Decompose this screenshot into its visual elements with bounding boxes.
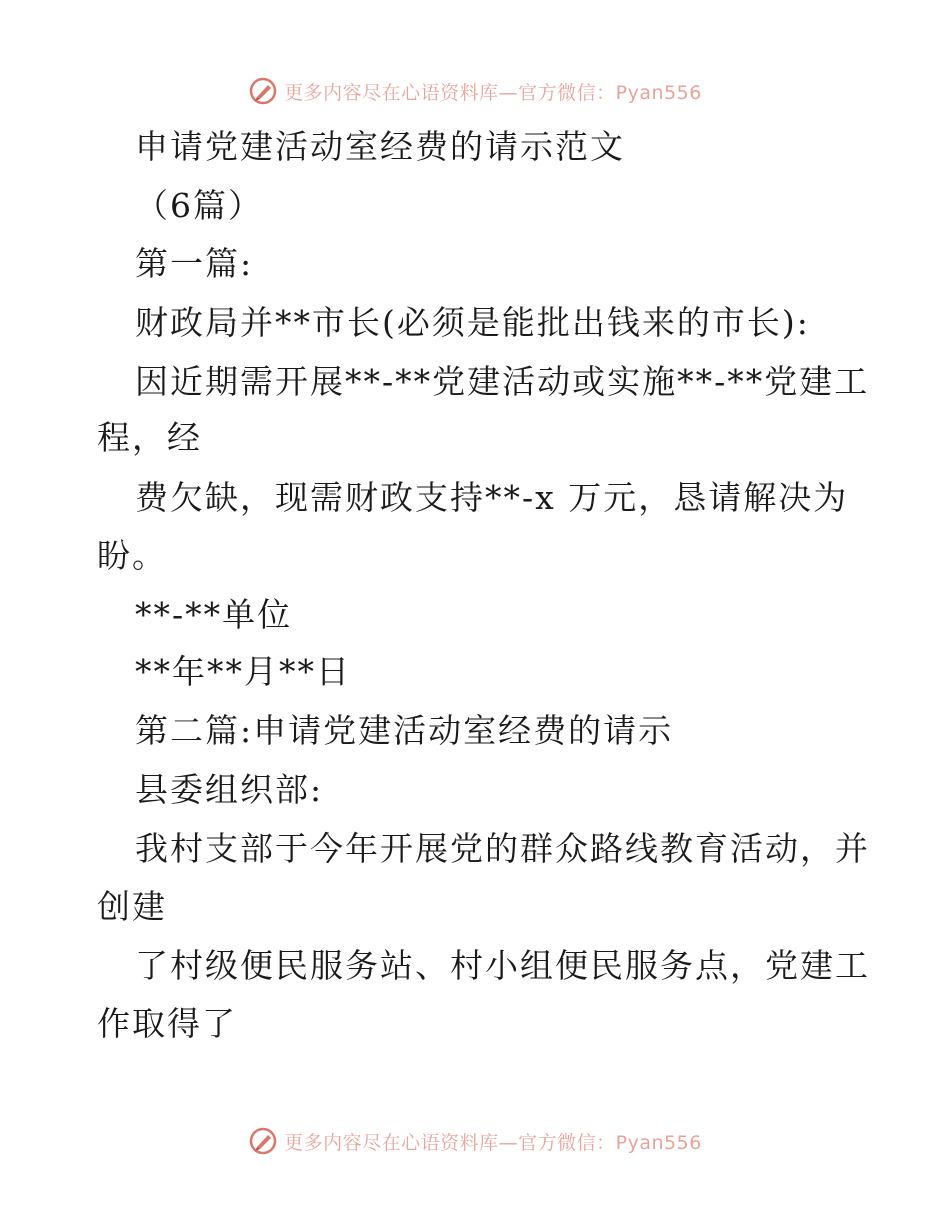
signature-unit: **-**单位 xyxy=(135,595,293,634)
article-count: （6篇） xyxy=(135,186,263,225)
pen-logo-icon xyxy=(248,76,278,106)
footer-watermark xyxy=(0,1121,950,1161)
document-title: 申请党建活动室经费的请示范文 xyxy=(135,127,625,166)
section-heading-1: 第一篇: xyxy=(135,244,254,283)
body-line: 我村支部于今年开展党的群众路线教育活动，并 xyxy=(135,829,870,868)
body-line: 程，经 xyxy=(97,418,202,457)
body-line: 了村级便民服务站、村小组便民服务点，党建工 xyxy=(135,946,870,985)
section-heading-2: 第二篇:申请党建活动室经费的请示 xyxy=(135,711,674,750)
body-line: 盼。 xyxy=(97,536,167,575)
watermark-text: 更多内容尽在心语资料库—官方微信：Pyan556 xyxy=(284,1131,702,1154)
addressee-2: 县委组织部: xyxy=(135,770,324,809)
body-line: 创建 xyxy=(97,887,167,926)
body-line: 费欠缺，现需财政支持**-x 万元，恳请解决为 xyxy=(135,478,849,517)
addressee-1: 财政局并**市长(必须是能批出钱来的市长): xyxy=(135,303,810,342)
pen-logo-icon xyxy=(248,1126,278,1156)
watermark-text: 更多内容尽在心语资料库—官方微信：Pyan556 xyxy=(284,81,702,104)
body-line: 作取得了 xyxy=(97,1004,237,1043)
body-line: 因近期需开展**-**党建活动或实施**-**党建工 xyxy=(135,362,870,401)
header-watermark xyxy=(0,71,950,111)
signature-date: **年**月**日 xyxy=(135,652,351,691)
